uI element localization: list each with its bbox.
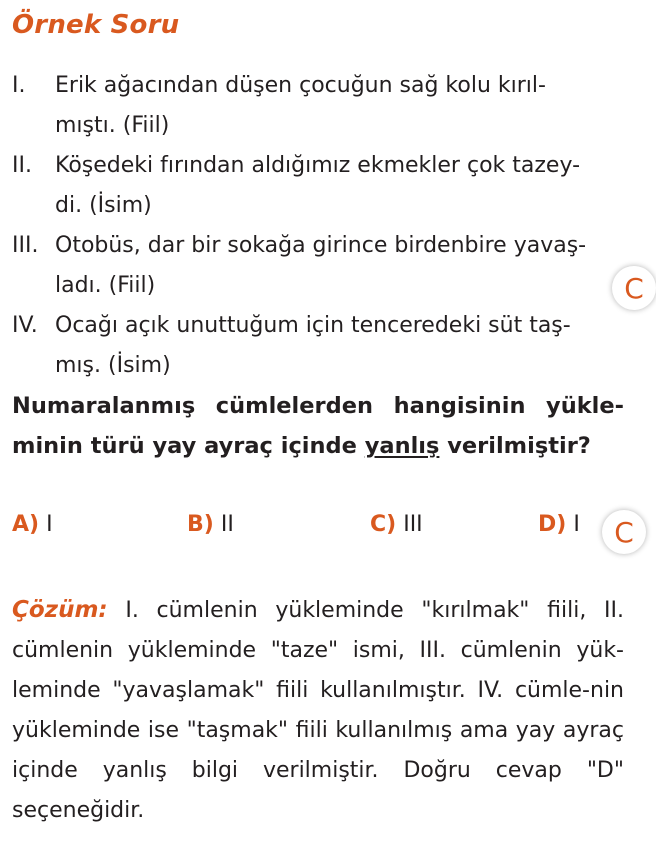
side-tab-letter: C <box>614 515 634 549</box>
statement-line: mış. (İsim) <box>55 353 171 378</box>
option-d[interactable] <box>538 510 580 540</box>
solution-text: I. cümlenin yükleminde "kırılmak" fiili, II. cümlenin yükleminde "taze" ismi, III. cümlenin yük-leminde "yavaşlamak" fiili kullanılmıştır. IV. cümle-nin yükleminde ise "taşmak" fiili kullanılmış ama yay ayraç içinde yanlış bilgi verilmiştir. Doğru cevap "D" seçeneğidir. <box>12 598 624 823</box>
statement-line: Otobüs, dar bir sokağa girince birdenbire yavaş- <box>55 233 587 258</box>
solution-label: Çözüm: <box>12 597 108 623</box>
solution-block <box>12 590 624 831</box>
option-letter: B) <box>187 512 214 537</box>
option-letter: A) <box>12 512 40 537</box>
option-letter: D) <box>538 512 567 537</box>
option-c[interactable] <box>370 510 423 540</box>
question-text <box>12 386 624 466</box>
option-text: II <box>220 512 234 537</box>
question-before: Numaralanmış cümlelerden hangisinin yükle-minin türü yay ayraç içinde <box>12 393 624 459</box>
question-after: verilmiştir? <box>439 433 591 459</box>
option-b[interactable] <box>187 510 234 540</box>
statement-number: II. <box>12 153 32 178</box>
statement-number: I. <box>12 73 26 98</box>
statement-4 <box>12 306 624 386</box>
option-text: III <box>403 512 423 537</box>
statement-number: IV. <box>12 313 38 338</box>
side-tab-button[interactable] <box>612 266 656 310</box>
statement-line: Erik ağacından düşen çocuğun sağ kolu kırıl- <box>55 73 546 98</box>
statement-3 <box>12 226 624 306</box>
statement-line: mıştı. (Fiil) <box>55 113 170 138</box>
statement-number: III. <box>12 233 39 258</box>
statement-2 <box>12 146 624 226</box>
question-underlined-word: yanlış <box>364 433 440 459</box>
option-text: I <box>573 512 580 537</box>
statement-line: Ocağı açık unuttuğum için tenceredeki süt taş- <box>55 313 571 338</box>
statement-line: Köşedeki fırından aldığımız ekmekler çok tazey- <box>55 153 581 178</box>
option-a[interactable] <box>12 510 53 540</box>
statement-line: di. (İsim) <box>55 193 152 218</box>
statement-line: ladı. (Fiil) <box>55 273 156 298</box>
side-tab-letter: C <box>624 271 644 305</box>
statement-1 <box>12 66 624 146</box>
option-text: I <box>46 512 53 537</box>
option-letter: C) <box>370 512 397 537</box>
side-tab-button[interactable] <box>602 510 646 554</box>
example-question-title: Örnek Soru <box>12 10 180 40</box>
